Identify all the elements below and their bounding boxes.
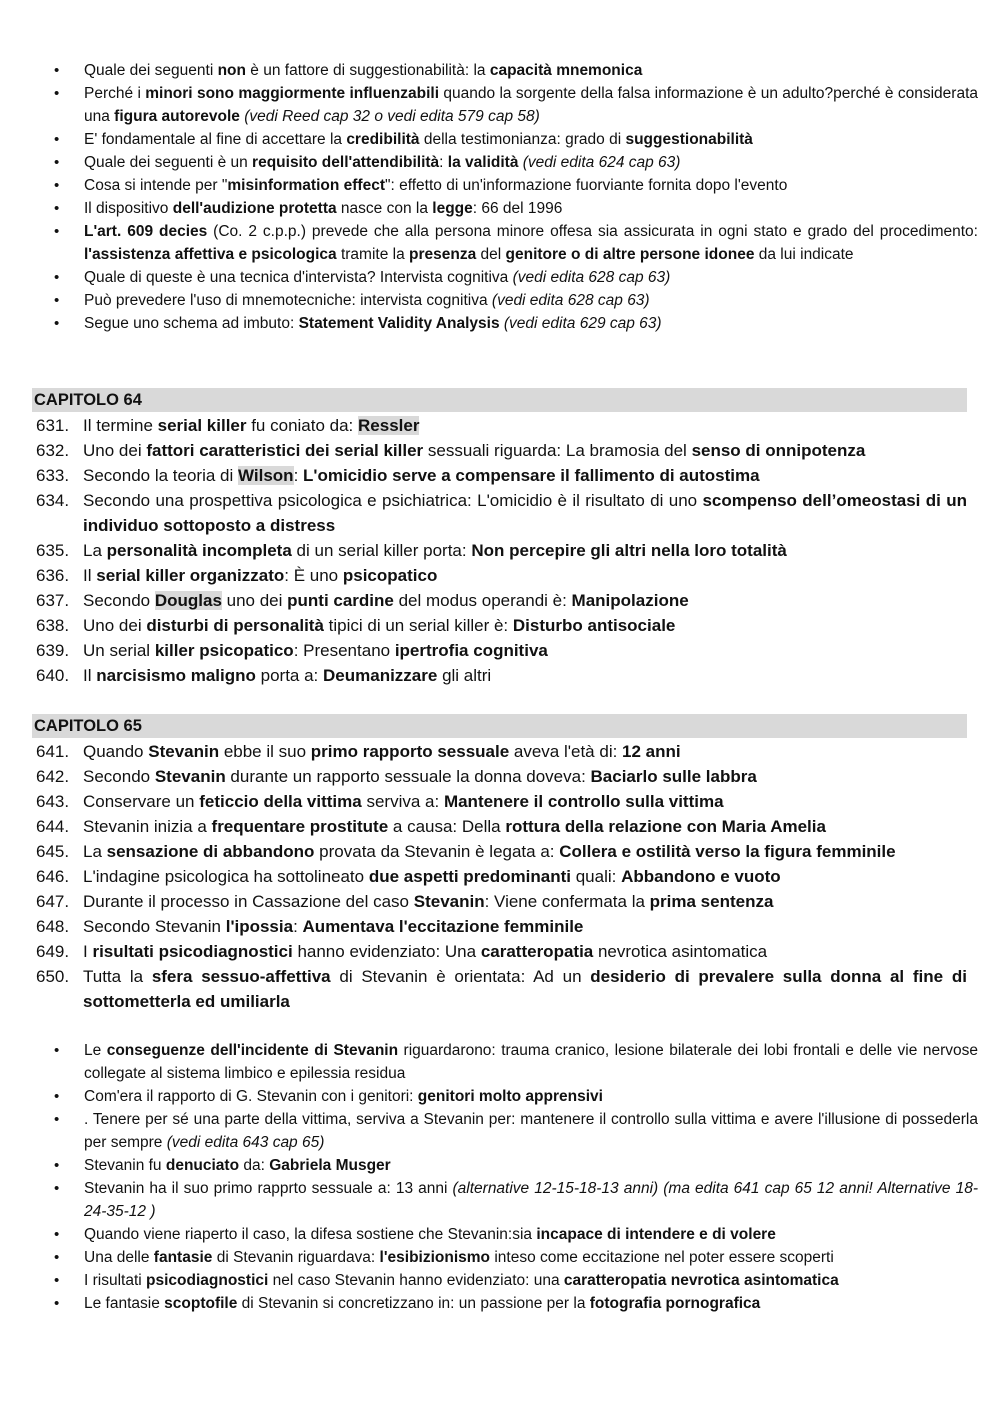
list-item: • Quale di queste è una tecnica d'intervista? Intervista cognitiva (vedi edita 628 cap 63) [50, 266, 978, 289]
list-item [32, 789, 967, 814]
item-number: 644. [36, 817, 70, 836]
item-number: 635. [36, 541, 70, 560]
list-item: • E' fondamentale al fine di accettare la credibilità della testimonianza: grado di suggestionabilità [50, 128, 978, 151]
list-item [32, 488, 967, 538]
list-item [32, 638, 967, 663]
item-text: Uno dei disturbi di personalità tipici di un serial killer è: Disturbo antisociale [83, 616, 676, 635]
item-text: Uno dei fattori caratteristici dei serial killer sessuali riguarda: La bramosia del senso di onnipotenza [83, 441, 866, 460]
item-text: Secondo Douglas uno dei punti cardine del modus operandi è: Manipolazione [83, 591, 689, 610]
item-text: Il termine serial killer fu coniato da: Ressler [83, 416, 420, 435]
list-item: • Perché i minori sono maggiormente influenzabili quando la sorgente della falsa informazione è un adulto?perché è considerata una figura autorevole (vedi Reed cap 32 o vedi edita 579 cap 58) [50, 82, 978, 128]
list-item: • Le fantasie scoptofile di Stevanin si concretizzano in: un passione per la fotografia pornografica [50, 1292, 978, 1315]
item-number: 648. [36, 917, 70, 936]
list-item: • Il dispositivo dell'audizione protetta nasce con la legge: 66 del 1996 [50, 197, 978, 220]
item-text: I risultati psicodiagnostici hanno evidenziato: Una caratteropatia nevrotica asintomatica [83, 942, 768, 961]
item-text: L'indagine psicologica ha sottolineato due aspetti predominanti quali: Abbandono e vuoto [83, 867, 781, 886]
list-item [32, 413, 967, 438]
list-item [32, 864, 967, 889]
item-number: 642. [36, 767, 70, 786]
list-item: • Quando viene riaperto il caso, la difesa sostiene che Stevanin:sia incapace di intendere e di volere [50, 1223, 978, 1246]
item-text: Durante il processo in Cassazione del caso Stevanin: Viene confermata la prima sentenza [83, 892, 774, 911]
list-item: • Segue uno schema ad imbuto: Statement Validity Analysis (vedi edita 629 cap 63) [50, 312, 978, 335]
list-item: • L'art. 609 decies (Co. 2 c.p.p.) prevede che alla persona minore offesa sia assicurata in ogni stato e grado del procedimento: l'assistenza affettiva e psicologica tramite la presenza del genitore o di altre persone idonee da lui indicate [50, 220, 978, 266]
bullet-list-top [50, 59, 978, 335]
item-text: Secondo Stevanin l'ipossia: Aumentava l'eccitazione femminile [83, 917, 584, 936]
list-item [32, 914, 967, 939]
item-number: 639. [36, 641, 70, 660]
item-text: Il narcisismo maligno porta a: Deumanizzare gli altri [83, 666, 492, 685]
item-text: La sensazione di abbandono provata da Stevanin è legata a: Collera e ostilità verso la figura femminile [83, 842, 896, 861]
list-item [32, 739, 967, 764]
item-number: 647. [36, 892, 70, 911]
list-item [32, 663, 967, 688]
list-item [32, 839, 967, 864]
item-number: 633. [36, 466, 70, 485]
item-number: 631. [36, 416, 70, 435]
item-number: 643. [36, 792, 70, 811]
item-text: Stevanin inizia a frequentare prostitute a causa: Della rottura della relazione con Maria Amelia [83, 817, 826, 836]
item-number: 646. [36, 867, 70, 886]
item-text: Quando Stevanin ebbe il suo primo rapporto sessuale aveva l'età di: 12 anni [83, 742, 681, 761]
list-item [32, 613, 967, 638]
list-item [32, 563, 967, 588]
question-list-64 [32, 413, 967, 688]
item-number: 650. [36, 967, 70, 986]
item-number: 634. [36, 491, 70, 510]
list-item: • Com'era il rapporto di G. Stevanin con i genitori: genitori molto apprensivi [50, 1085, 978, 1108]
list-item [32, 588, 967, 613]
list-item: • Quale dei seguenti è un requisito dell'attendibilità: la validità (vedi edita 624 cap 63) [50, 151, 978, 174]
item-text: Conservare un feticcio della vittima serviva a: Mantenere il controllo sulla vittima [83, 792, 724, 811]
item-number: 636. [36, 566, 70, 585]
item-text: La personalità incompleta di un serial killer porta: Non percepire gli altri nella loro totalità [83, 541, 787, 560]
item-number: 638. [36, 616, 70, 635]
item-text: Secondo Stevanin durante un rapporto sessuale la donna doveva: Baciarlo sulle labbra [83, 767, 757, 786]
chapter-heading: CAPITOLO 65 [32, 714, 967, 738]
list-item: • Può prevedere l'uso di mnemotecniche: intervista cognitiva (vedi edita 628 cap 63) [50, 289, 978, 312]
list-item [32, 463, 967, 488]
list-item [32, 939, 967, 964]
item-number: 637. [36, 591, 70, 610]
item-number: 645. [36, 842, 70, 861]
item-text: Un serial killer psicopatico: Presentano ipertrofia cognitiva [83, 641, 548, 660]
list-item [32, 438, 967, 463]
item-text: Secondo la teoria di Wilson: L'omicidio serve a compensare il fallimento di autostima [83, 466, 760, 485]
list-item: • Stevanin fu denuciato da: Gabriela Musger [50, 1154, 978, 1177]
list-item: • Cosa si intende per "misinformation effect": effetto di un'informazione fuorviante fornita dopo l'evento [50, 174, 978, 197]
list-item: • Le conseguenze dell'incidente di Stevanin riguardarono: trauma cranico, lesione bilaterale dei lobi frontali e delle vie nervose collegate al sistema limbico e epilessia residua [50, 1039, 978, 1085]
question-list-65 [32, 739, 967, 1014]
chapter-heading: CAPITOLO 64 [32, 388, 967, 412]
item-text: Tutta la sfera sessuo-affettiva di Stevanin è orientata: Ad un desiderio di prevalere sulla donna al fine di sottometterla ed umiliarla [83, 967, 967, 1011]
item-number: 641. [36, 742, 70, 761]
list-item: • . Tenere per sé una parte della vittima, serviva a Stevanin per: mantenere il controllo sulla vittima e avere l'illusione di possederla per sempre (vedi edita 643 cap 65) [50, 1108, 978, 1154]
item-text: Secondo una prospettiva psicologica e psichiatrica: L'omicidio è il risultato di uno scompenso dell’omeostasi di un individuo sottoposto a distress [83, 491, 967, 535]
list-item [32, 814, 967, 839]
item-number: 649. [36, 942, 70, 961]
item-text: Il serial killer organizzato: È uno psicopatico [83, 566, 438, 585]
list-item [32, 964, 967, 1014]
list-item [32, 764, 967, 789]
item-number: 640. [36, 666, 70, 685]
bullet-list-bottom [50, 1039, 978, 1315]
list-item: • Una delle fantasie di Stevanin riguardava: l'esibizionismo inteso come eccitazione nel poter essere scoperti [50, 1246, 978, 1269]
list-item: • Stevanin ha il suo primo rapprto sessuale a: 13 anni (alternative 12-15-18-13 anni) (ma edita 641 cap 65 12 anni! Alternative 18-24-35-12 ) [50, 1177, 978, 1223]
list-item [32, 538, 967, 563]
list-item [32, 889, 967, 914]
item-number: 632. [36, 441, 70, 460]
list-item: • Quale dei seguenti non è un fattore di suggestionabilità: la capacità mnemonica [50, 59, 978, 82]
list-item: • I risultati psicodiagnostici nel caso Stevanin hanno evidenziato: una caratteropatia nevrotica asintomatica [50, 1269, 978, 1292]
